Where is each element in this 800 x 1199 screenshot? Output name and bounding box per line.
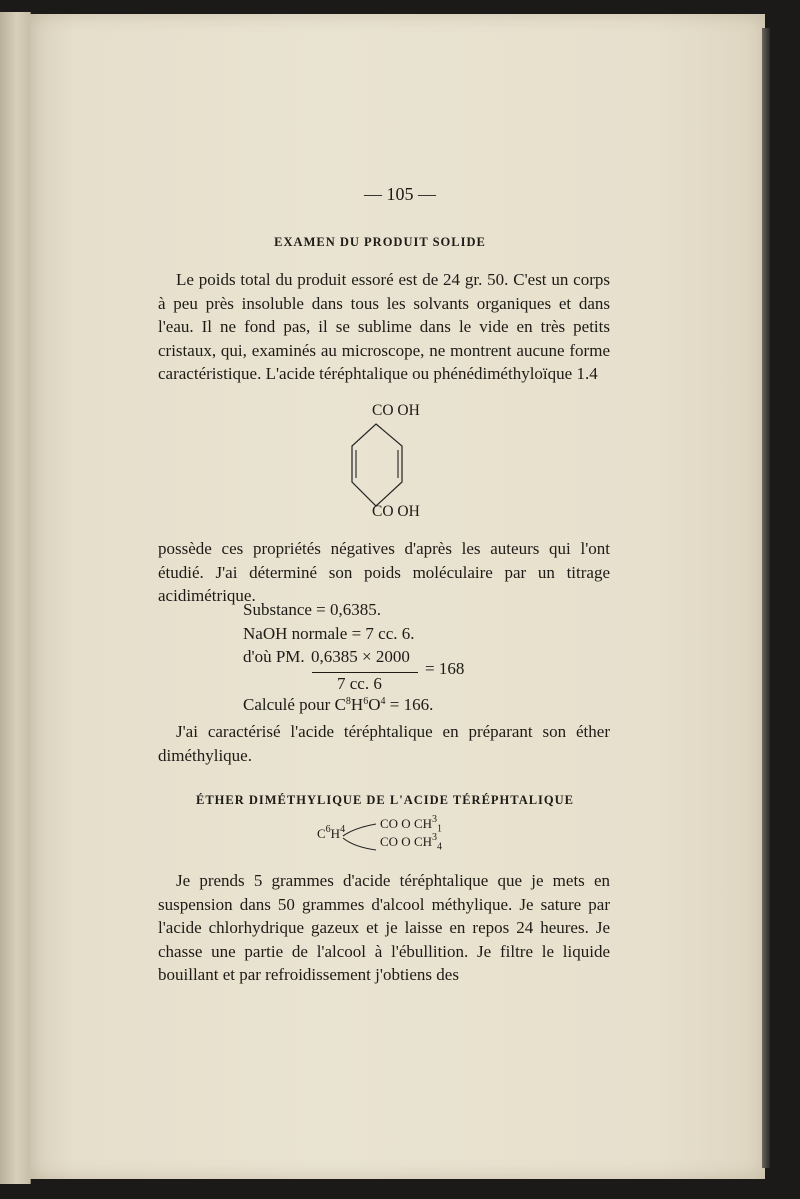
formula-top-group: CO OH [372,402,420,419]
paragraph-4: Je prends 5 grammes d'acide téréphtalique que je mets en suspension dans 50 grammes d'alcool méthylique. Je sature par l'acide chlorhydrique gazeux et je laisse en repos 24 heures. Je chasse une partie de l'alcool à l'ébullition. Je filtre le liquide bouillant et par refroidissement j'obtiens des [158,871,610,984]
section-heading-examen: EXAMEN DU PRODUIT SOLIDE [274,235,486,249]
calc-denominator: 7 cc. 6 [337,674,382,693]
fraction-bar [312,672,418,673]
page-number: — 105 — [364,184,436,204]
paragraph-1: Le poids total du produit essoré est de 24 gr. 50. C'est un corps à peu près insoluble dans tous les solvants organiques et dans l'eau. Il ne fond pas, il se sublime dans le vide en très petits cristaux, qui, examinés au microscope, ne montrent aucune forme caractéristique. L'acide téréphtalique ou phénédiméthyloïque 1.4 [158,270,610,383]
calc-numerator: 0,6385 × 2000 [311,647,410,666]
calc-naoh: NaOH normale = 7 cc. 6. [243,624,415,643]
ester-branch-2: CO O $CH^3_4$ [380,832,443,853]
paragraph-3: J'ai caractérisé l'acide téréphtalique en préparant son éther diméthylique. [158,722,610,765]
section-heading-ether: ÉTHER DIMÉTHYLIQUE DE L'ACIDE TÉRÉPHTALIQUE [195,793,575,807]
ester-core: $C^6H^4$ [317,824,346,841]
calc-result: = 168 [425,659,465,678]
calc-substance: Substance = 0,6385. [243,600,382,619]
paragraph-2: possède ces propriétés négatives d'après les auteurs qui l'ont étudié. J'ai déterminé son poids moléculaire par un titrage acidimétrique. [158,539,610,605]
page-shadow-edge [762,28,770,1168]
previous-page-edge [0,12,31,1184]
formula-bottom-group: CO OH [372,503,420,520]
calc-calcule: Calculé pour $C^8H^6O^4 = 166$. [243,695,434,714]
ester-branch-1: CO O $CH^3_1$ [380,814,443,835]
benzene-ring-diagram [345,420,415,515]
ester-branch-lines [340,820,380,854]
calc-pm-label: d'où PM. [243,647,305,666]
